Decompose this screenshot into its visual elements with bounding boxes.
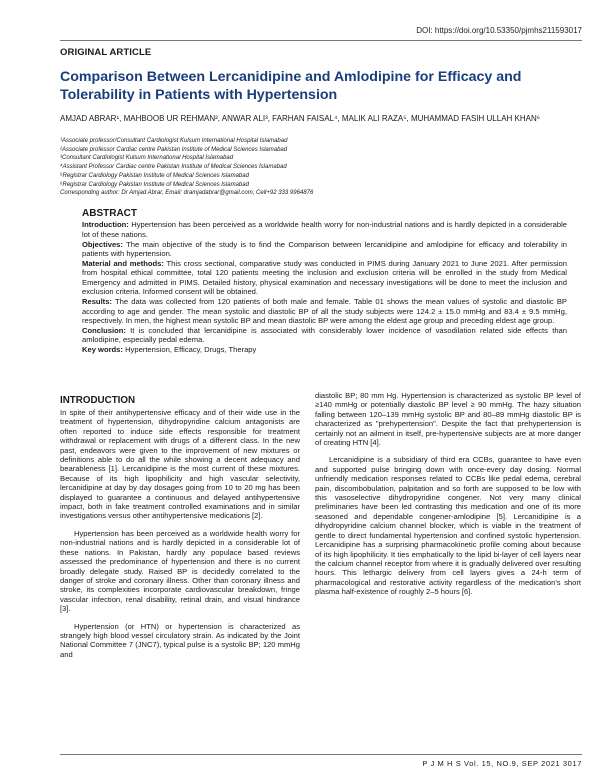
abstract-objectives [82,240,567,259]
abstract-heading: ABSTRACT [82,208,137,219]
intro-paragraph-2: Hypertension has been perceived as a worldwide health worry for non-industrial nations and is hardly depicted in a considerable lot of these nations. In Pakistan, hardly any populace based reviews assessed the predominance of hypertension and there is no current broadly delegate study. Raised BP is decidedly correlated to the danger of stroke and coronary illness. Other than coronary illness and stroke, its complexities incorporate cardiovascular breakdown, fringe vascular infection, renal disability, retinal drain, and visual hindrance [3]. [60,528,300,614]
footer-rule [60,754,582,755]
abstract-results [82,297,567,325]
abstract-introduction [82,220,567,239]
introduction-heading: INTRODUCTION [60,395,136,406]
abstract-results-text: The data was collected from 120 patients of both male and female. Table 01 shows the mean values of systolic and diastolic BP according to age and gender. The mean systolic and diastolic BP of all the study subjects were 124.2 ± 15.0 mmHg and 83.4 ± 9.5 mmHg, respectively. In men, the highest mean systolic BP and mean diastolic BP were among the eldest age group and preceding eldest age group. [82,297,567,325]
abstract-keywords [82,345,567,354]
intro-paragraph-3-continued: diastolic BP; 80 mm Hg. Hypertension is characterized as systolic BP level of ≥140 mmHg or potentially diastolic BP level ≥ 90 mmHg. The hazy situation falling between 120–139 mmHg systolic BP and 80–89 mmHg diastolic BP is characterized as "prehypertension". Despite the fact that prehypertension is certainly not an ailment in itself, pre-hypertensive subjects are at more danger of creating HTN [4]. [315,391,581,448]
body-column-left [60,408,300,659]
abstract-introduction-text: Hypertension has been perceived as a worldwide health worry for non-industrial nations and is hardly depicted in a considerable lot of these nations. [82,220,567,239]
abstract-methods-text: This cross sectional, comparative study was conducted in PIMS during January 2021 to June 2021. After permission from hospital ethical committee, total 120 patients meeting the inclusion and exclusion criteria will be enrolled in the study from Medical Emergency and admitted in PIMS. Detailed history, physical examination and necessary investigations will be done to meet the inclusion and exclusion criteria. Informed consent will be obtained. [82,259,568,297]
paper-title: Comparison Between Lercanidipine and Amlodipine for Efficacy and Tolerability in Patients with Hypertension [60,69,522,103]
abstract-methods [82,259,567,297]
article-type: ORIGINAL ARTICLE [60,47,152,58]
abstract-conclusion-text: It is concluded that lercanidipine is associated with considerably lower incidence of vasodilation related side effects than amlodipine, especially pedal edema. [82,325,567,345]
affiliations [60,137,580,198]
intro-paragraph-4: Lercanidipine is a subsidiary of third era CCBs, guarantee to have even and supported pulse bringing down with once-every day dosing. Normal unfriendly medication responses related to CCBs like pedal edema, cerebral pain, discombobulation, palpitation and so forth are supposed to be low with this vasoselective dihydropyridine congener. Not very many clinical preliminaries have been led contrasting this medication and one of its more seasoned and dependable congener-amlodipine [5]. Lercanidipine is a dihydropyridine calcium channel blocker, which is viable in the treatment of gentle to direct fundamental hypertension and confined systolic hypertension. Lercanidipine has a surprising pharmacokinetic profile coming about because of its high lipophilicity. It ties emphatically to the lipid bi-layer of cell layers near the calcium channel receptor from where it is gradually delivered over resulting hours. This lethargic delivery from cell layers gives a 24-h term of pharmacological and restorative activity regardless of the medication's short plasma half-existence of roughly 2–5 hours [6]. [315,455,581,597]
abstract-introduction-label: Introduction: [82,220,129,230]
abstract-objectives-label: Objectives: [82,239,123,249]
body-column-right [315,391,581,597]
header-rule [60,40,582,41]
affiliation-3: ³Consultant Cardiologist Kulsum International Hospital Islamabad [60,155,234,162]
abstract-objectives-text: The main objective of the study is to find the Comparison between lercanidipine and amlodipine for efficacy and tolerability in patients with hypertension. [82,239,567,259]
affiliation-4: ⁴Assistant Professor Cardiac centre Pakistan Institute of Medical Sciences Islamabad [60,164,287,171]
journal-footer: P J M H S Vol. 15, NO.9, SEP 2021 3017 [422,759,582,768]
abstract-conclusion-label: Conclusion: [82,325,126,335]
abstract-conclusion [82,326,567,345]
doi-link[interactable]: DOI: https://doi.org/10.53350/pjmhs211593017 [416,26,582,35]
abstract-methods-label: Material and methods: [82,259,164,269]
intro-paragraph-1: In spite of their antihypertensive efficacy and of their wide use in the treatment of hypertension, dihydropyridine calcium antagonists are often reported to induce side effects responsible for treatment withdrawal or replacement with drugs of a different class. In the new past, endeavors were given to the improvement of new mixtures or definitions able to do all the while showing a decent adequacy and bearableness [1]. Lercanidipine is the most current of these mixtures. Because of its high lipophilicity and high vascular selectivity, lercanidipine at day by day dosages going from 10 to 20 mg has been displayed to guarantee a continuous and delayed antihypertensive impact, both in fake treatment controlled examinations and in similar investigations versus other antihypertensive medications [2]. [60,408,300,521]
correspondence: Corresponding author: Dr Amjad Abrar, Email: dramjadabrar@gmail.com, Cell+92 333 9964876 [60,190,314,197]
affiliation-5: ⁵Registrar Cardiology Pakistan Institute of Medical Sciences Islamabad [60,172,249,179]
abstract-results-label: Results: [82,297,112,307]
abstract [82,209,567,355]
abstract-keywords-label: Key words: [82,345,123,355]
author-list: AMJAD ABRAR¹, MAHBOOB UR REHMAN², ANWAR ALI³, FARHAN FAISAL⁴, MALIK ALI RAZA⁵, MUHAMMAD FASIH ULLAH KHAN⁶ [60,114,541,123]
affiliation-6: ⁶Registrar Cardiology Pakistan Institute of Medical Sciences Islamabad [60,181,249,188]
abstract-keywords-text: Hypertension, Efficacy, Drugs, Therapy [125,345,257,355]
intro-paragraph-3: Hypertension (or HTN) or hypertension is characterized as strangely high blood vessel circulatory strain. As indicated by the Joint National Committee 7 (JNC7), typical pulse is a systolic BP; 120 mmHg and [60,621,300,659]
affiliation-2: ²Associate professor Cardiac centre Pakistan Institute of Medical Sciences Islamabad [60,146,288,153]
affiliation-1: ¹Associate professor/Consultant Cardiologist Kulsum International Hospital Islamabad [60,138,288,144]
